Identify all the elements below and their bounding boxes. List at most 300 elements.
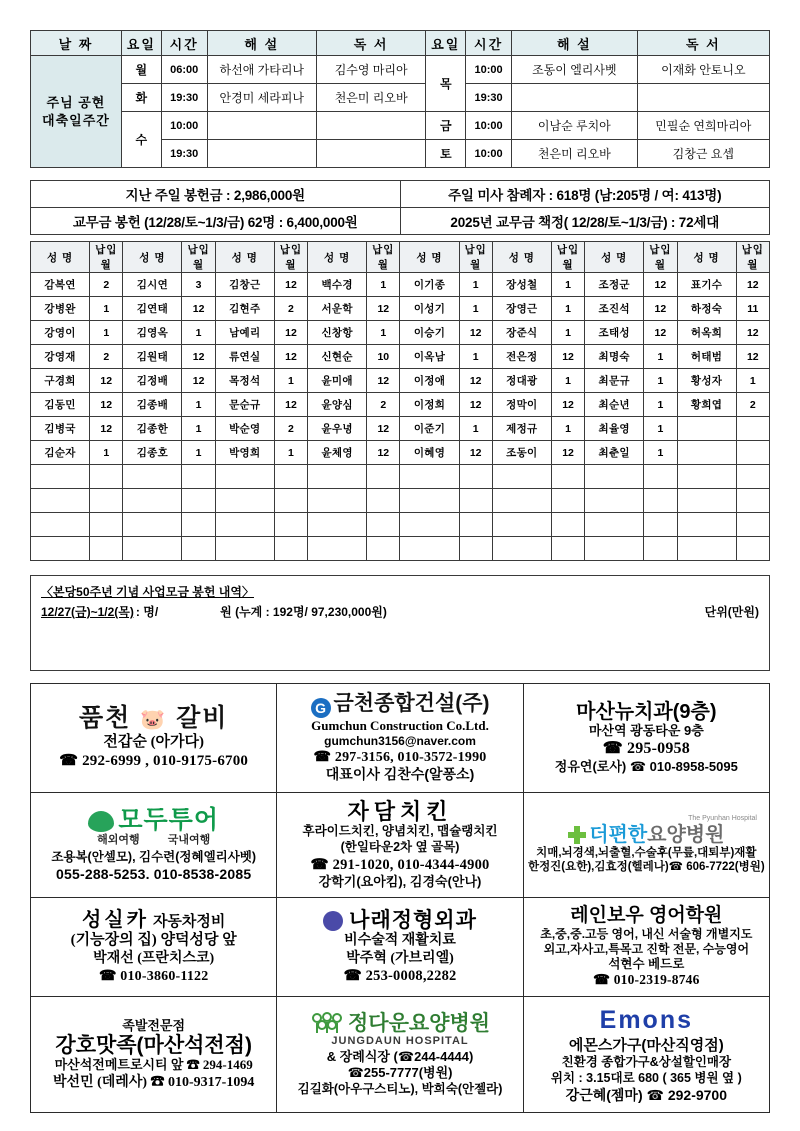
cell-payment-month: 1 xyxy=(551,273,584,297)
jungdaun-logo-en: JUNGDAUN HOSPITAL xyxy=(331,1035,469,1048)
cell-payment-month xyxy=(182,513,215,537)
jungdaun-logo xyxy=(281,1012,518,1035)
cell-payment-month: 1 xyxy=(644,441,677,465)
th-time-right: 시간 xyxy=(466,31,512,56)
cell-name: 신창항 xyxy=(308,321,367,345)
cell-name: 강병완 xyxy=(31,297,90,321)
cell-payment-month xyxy=(736,489,769,513)
cell-payment-month xyxy=(736,537,769,561)
cell-payment-month: 1 xyxy=(459,345,492,369)
cell-name: 장영근 xyxy=(492,297,551,321)
cell-name: 이승기 xyxy=(400,321,459,345)
cell-name: 표기수 xyxy=(677,273,736,297)
cell-payment-month: 12 xyxy=(644,273,677,297)
table-row xyxy=(31,321,770,345)
cell-payment-month: 1 xyxy=(551,417,584,441)
cell-payment-month: 12 xyxy=(182,369,215,393)
ad-phone[interactable]: 박선민 (데레사) ☎ 010-9317-1094 xyxy=(53,1074,255,1090)
cell-payment-month: 1 xyxy=(644,369,677,393)
th-name: 성 명 xyxy=(677,242,736,273)
cell-payment-month: 2 xyxy=(736,393,769,417)
cell-name: 허옥희 xyxy=(677,321,736,345)
cell-payment-month xyxy=(644,465,677,489)
service-domestic: 국내여행 xyxy=(167,834,211,847)
cell-reading: 김창근 요셉 xyxy=(637,140,769,168)
cell-payment-month: 10 xyxy=(367,345,400,369)
logo-text-blue: 더편한 xyxy=(589,823,648,846)
ad-email[interactable]: gumchun3156@naver.com xyxy=(324,733,476,748)
cell-payment-month: 1 xyxy=(182,417,215,441)
cell-name xyxy=(308,465,367,489)
cell-name: 이옥남 xyxy=(400,345,459,369)
cell-name: 윤우녕 xyxy=(308,417,367,441)
cell-name xyxy=(308,537,367,561)
cell-name: 김순자 xyxy=(31,441,90,465)
emons-logo: Emons xyxy=(599,1006,694,1035)
jadam-chicken-logo: 자담치킨 xyxy=(347,799,453,825)
ad-rainbow-english-academy[interactable] xyxy=(523,898,769,997)
summary-row xyxy=(31,181,770,208)
cell-payment-month xyxy=(367,489,400,513)
cell-payment-month xyxy=(274,513,307,537)
cell-reading: 이재화 안토니오 xyxy=(637,56,769,84)
week-label-line1: 주님 공현 xyxy=(46,94,106,110)
cell-payment-month: 12 xyxy=(90,417,123,441)
ad-category: 족발전문점 xyxy=(122,1018,186,1034)
rainbow-academy-logo: 레인보우 영어학원 xyxy=(570,904,723,926)
ad-emons-furniture[interactable] xyxy=(523,997,769,1113)
ad-line: 김길화(아우구스티노), 박희숙(안젤라) xyxy=(297,1081,503,1096)
ad-masan-new-dental[interactable] xyxy=(523,684,769,793)
cell-name xyxy=(677,513,736,537)
cell-payment-month xyxy=(551,489,584,513)
cell-dow: 화 xyxy=(121,84,161,112)
cell-payment-month xyxy=(274,537,307,561)
cell-payment-month: 12 xyxy=(367,369,400,393)
cell-name xyxy=(677,441,736,465)
cell-payment-month xyxy=(274,489,307,513)
pig-icon: 🐷 xyxy=(140,709,168,732)
cell-name: 문순규 xyxy=(215,393,274,417)
ad-line: 비수술적 재활치료 xyxy=(344,933,456,949)
ad-line: 치매,뇌경색,뇌출혈,수술후(무릎,대퇴부)재활 xyxy=(536,846,757,859)
cell-name: 김종배 xyxy=(123,393,182,417)
cell-name: 정대광 xyxy=(492,369,551,393)
cell-payment-month: 12 xyxy=(736,273,769,297)
cell-name: 이정희 xyxy=(400,393,459,417)
cell-name: 김원태 xyxy=(123,345,182,369)
fundraising-line xyxy=(41,603,759,620)
cell-commentary: 조동이 엘리사벳 xyxy=(512,56,638,84)
th-name: 성 명 xyxy=(492,242,551,273)
ad-contact[interactable]: 정유연(로사) ☎ 010-8958-5095 xyxy=(554,758,738,774)
ad-line: 대표이사 김찬수(알퐁소) xyxy=(325,766,475,783)
cell-payment-month xyxy=(551,513,584,537)
cell-payment-month: 1 xyxy=(182,393,215,417)
cell-payment-month: 1 xyxy=(551,321,584,345)
cell-payment-month: 1 xyxy=(551,369,584,393)
modu-tour-logo xyxy=(35,807,272,835)
logo-subtitle: 자동차정비 xyxy=(152,914,226,931)
cell-payment-month xyxy=(182,537,215,561)
cell-name xyxy=(215,489,274,513)
cell-name xyxy=(585,513,644,537)
cell-payment-month: 1 xyxy=(367,273,400,297)
cell-time: 06:00 xyxy=(161,56,207,84)
table-row xyxy=(31,417,770,441)
cell-payment-month: 1 xyxy=(367,321,400,345)
th-date: 날 짜 xyxy=(31,31,122,56)
ad-sungsil-car[interactable] xyxy=(31,898,277,997)
ad-line: (한일타운2차 옆 골목) xyxy=(340,839,460,854)
emons-logo-kr: 에몬스가구(마산직영점) xyxy=(568,1036,724,1054)
cell-payment-month: 12 xyxy=(274,393,307,417)
cell-payment-month: 12 xyxy=(551,393,584,417)
names-header-row xyxy=(31,242,770,273)
cell-payment-month xyxy=(736,513,769,537)
cell-commentary: 하선애 가타리나 xyxy=(207,56,316,84)
cell-payment-month: 12 xyxy=(367,441,400,465)
heart-leaf-icon xyxy=(88,811,114,832)
cell-name xyxy=(400,537,459,561)
cell-name: 하정숙 xyxy=(677,297,736,321)
cell-payment-month xyxy=(90,465,123,489)
cell-name: 조동이 xyxy=(492,441,551,465)
sunday-attendance: 주일 미사 참례자 : 618명 (남:205명 / 여: 413명) xyxy=(400,181,770,208)
cell-name xyxy=(677,489,736,513)
th-payment-month: 납입월 xyxy=(551,242,584,273)
cell-name xyxy=(31,465,90,489)
cell-time: 19:30 xyxy=(161,84,207,112)
cell-payment-month xyxy=(274,465,307,489)
ad-line: 외고,자사고,특목고 진학 전문, 수능영어 xyxy=(543,941,750,956)
ad-narae-orthopedics[interactable] xyxy=(277,898,523,997)
cell-payment-month: 12 xyxy=(367,297,400,321)
cell-payment-month: 12 xyxy=(551,441,584,465)
table-row xyxy=(31,537,770,561)
cell-name xyxy=(492,513,551,537)
ad-phone[interactable]: ☎ 297-3156, 010-3572-1990 xyxy=(313,749,487,765)
cell-reading: 천은미 리오바 xyxy=(316,84,425,112)
cell-payment-month: 1 xyxy=(90,297,123,321)
ad-phone[interactable]: 055-288-5253. 010-8538-2085 xyxy=(56,865,252,882)
week-label-cell xyxy=(31,56,122,168)
gumchun-g-icon: G xyxy=(311,698,331,718)
ad-pumcheon-galbi[interactable] xyxy=(31,684,277,793)
cell-name: 장준식 xyxy=(492,321,551,345)
cell-name: 정막이 xyxy=(492,393,551,417)
cell-payment-month: 12 xyxy=(367,417,400,441)
cell-name: 이정애 xyxy=(400,369,459,393)
cell-name: 남예리 xyxy=(215,321,274,345)
narae-logo xyxy=(281,909,518,932)
ads-row xyxy=(31,792,770,898)
cell-commentary xyxy=(207,140,316,168)
ad-phone[interactable]: 강근혜(젬마) ☎ 292-9700 xyxy=(565,1086,727,1103)
pumcheon-galbi-logo xyxy=(35,705,272,733)
th-reading-right: 독 서 xyxy=(637,31,769,56)
th-payment-month: 납입월 xyxy=(90,242,123,273)
cell-name: 김연태 xyxy=(123,297,182,321)
cell-name: 최순년 xyxy=(585,393,644,417)
cell-payment-month: 12 xyxy=(459,393,492,417)
ad-phone[interactable]: ☎ 292-6999 , 010-9175-6700 xyxy=(59,752,249,769)
ad-jungdaun-nursing-hospital[interactable] xyxy=(277,997,523,1113)
cell-name xyxy=(215,537,274,561)
ad-phone[interactable]: ☎ 010-3860-1122 xyxy=(98,968,209,984)
cell-payment-month xyxy=(736,417,769,441)
cell-payment-month xyxy=(90,513,123,537)
cell-time: 10:00 xyxy=(161,112,207,140)
table-row xyxy=(31,489,770,513)
cell-name: 윤양심 xyxy=(308,393,367,417)
cell-payment-month: 12 xyxy=(644,321,677,345)
cell-payment-month: 1 xyxy=(459,273,492,297)
cell-payment-month xyxy=(644,489,677,513)
logo-text-gray: 요양병원 xyxy=(647,823,725,846)
ad-line: 박재선 (프란치스코) xyxy=(93,951,215,967)
ad-phone[interactable]: ☎ 295-0958 xyxy=(602,739,690,757)
ad-line: 석현수 베드로 xyxy=(608,956,685,971)
ad-gumchun-construction[interactable] xyxy=(277,684,523,793)
cell-name: 감복연 xyxy=(31,273,90,297)
cell-payment-month xyxy=(644,537,677,561)
table-row xyxy=(31,273,770,297)
cell-name: 이준기 xyxy=(400,417,459,441)
ad-line[interactable]: 마산석전메트로시티 앞 ☎ 294-1469 xyxy=(54,1057,253,1073)
th-dow-left: 요일 xyxy=(121,31,161,56)
medical-cross-icon xyxy=(568,826,586,844)
ad-kangho-matjok[interactable] xyxy=(31,997,277,1113)
th-payment-month: 납입월 xyxy=(644,242,677,273)
logo-text-left: 품천 xyxy=(78,704,132,733)
cell-payment-month xyxy=(459,489,492,513)
th-payment-month: 납입월 xyxy=(274,242,307,273)
cell-name xyxy=(308,513,367,537)
cell-time: 10:00 xyxy=(466,56,512,84)
th-payment-month: 납입월 xyxy=(736,242,769,273)
cell-name xyxy=(31,537,90,561)
cell-commentary xyxy=(207,112,316,140)
cell-name: 허태범 xyxy=(677,345,736,369)
cell-name xyxy=(677,465,736,489)
cell-payment-month: 1 xyxy=(551,297,584,321)
cell-name: 최율영 xyxy=(585,417,644,441)
th-payment-month: 납입월 xyxy=(459,242,492,273)
fundraising-box xyxy=(30,575,770,671)
fundraising-unit: 단위(만원) xyxy=(704,605,759,619)
week-label-line2: 대축일주간 xyxy=(42,112,110,128)
cell-name xyxy=(492,537,551,561)
table-row xyxy=(31,393,770,417)
th-payment-month: 납입월 xyxy=(367,242,400,273)
sungsil-car-logo xyxy=(35,909,272,931)
cell-payment-month: 12 xyxy=(551,345,584,369)
cell-payment-month: 12 xyxy=(736,345,769,369)
fundraising-cumulative: 원 (누계 : 192명/ 97,230,000원) xyxy=(220,605,387,619)
cell-name: 서운학 xyxy=(308,297,367,321)
cell-name: 김병국 xyxy=(31,417,90,441)
cell-payment-month: 12 xyxy=(90,393,123,417)
ad-phone[interactable]: ☎255-7777(병원) xyxy=(347,1065,453,1081)
cell-payment-month xyxy=(736,465,769,489)
table-row xyxy=(31,441,770,465)
ad-phone[interactable]: ☎ 253-0008,2282 xyxy=(343,968,457,985)
dues-offering: 교무금 봉헌 (12/28/토~1/3/금) 62명 : 6,400,000원 xyxy=(31,208,401,235)
table-row xyxy=(31,369,770,393)
cell-name: 김창근 xyxy=(215,273,274,297)
cell-payment-month xyxy=(736,441,769,465)
cell-name xyxy=(400,465,459,489)
cell-payment-month: 12 xyxy=(182,345,215,369)
logo-text: 성실카 xyxy=(81,909,149,932)
ad-deopyunhan-nursing-hospital[interactable] xyxy=(523,792,769,898)
cell-name xyxy=(677,537,736,561)
cell-payment-month: 3 xyxy=(182,273,215,297)
logo-text-right: 갈비 xyxy=(176,704,229,733)
cell-payment-month: 1 xyxy=(182,321,215,345)
cell-name: 김영옥 xyxy=(123,321,182,345)
cell-dow: 월 xyxy=(121,56,161,84)
kangho-matjok-logo: 강호맛족(마산석전점) xyxy=(55,1034,252,1058)
cell-name: 김동민 xyxy=(31,393,90,417)
cell-time: 10:00 xyxy=(466,112,512,140)
cell-commentary: 천은미 리오바 xyxy=(512,140,638,168)
cell-payment-month: 2 xyxy=(274,297,307,321)
ad-jadam-chicken[interactable] xyxy=(277,792,523,898)
cell-name: 조정군 xyxy=(585,273,644,297)
table-row xyxy=(31,345,770,369)
ad-modu-tour[interactable] xyxy=(31,792,277,898)
cell-reading: 김수영 마리아 xyxy=(316,56,425,84)
cell-payment-month: 12 xyxy=(274,273,307,297)
cell-dow: 금 xyxy=(426,112,466,140)
cell-payment-month: 2 xyxy=(90,345,123,369)
cell-payment-month: 1 xyxy=(644,393,677,417)
cell-reading xyxy=(637,84,769,112)
cell-payment-month: 12 xyxy=(459,321,492,345)
ad-line: 후라이드치킨, 양념치킨, 맵슐랭치킨 xyxy=(302,824,498,839)
logo-text: 나래정형외과 xyxy=(349,908,477,933)
cell-payment-month: 12 xyxy=(736,321,769,345)
cell-payment-month: 12 xyxy=(644,297,677,321)
cell-payment-month: 1 xyxy=(90,321,123,345)
cell-name: 김종호 xyxy=(123,441,182,465)
cell-payment-month xyxy=(367,465,400,489)
cell-dow: 수 xyxy=(121,112,161,168)
table-row xyxy=(31,513,770,537)
ad-address: 위치 : 3.15대로 680 ( 365 병원 옆 ) xyxy=(550,1070,742,1085)
cell-payment-month: 12 xyxy=(182,297,215,321)
ad-line: 박주혁 (가브리엘) xyxy=(346,950,454,966)
cell-payment-month: 12 xyxy=(459,441,492,465)
ad-line: Gumchun Construction Co.Ltd. xyxy=(311,717,489,733)
cell-payment-month xyxy=(182,465,215,489)
cell-name xyxy=(123,537,182,561)
th-dow-right: 요일 xyxy=(426,31,466,56)
cell-name: 조태성 xyxy=(585,321,644,345)
cell-payment-month: 2 xyxy=(90,273,123,297)
cell-payment-month: 2 xyxy=(367,393,400,417)
cell-name xyxy=(308,489,367,513)
cell-payment-month: 1 xyxy=(644,345,677,369)
cell-dow: 토 xyxy=(426,140,466,168)
cell-name: 신현순 xyxy=(308,345,367,369)
logo-text: 정다운요양병원 xyxy=(348,1012,491,1036)
cell-reading: 민필순 연희마리아 xyxy=(637,112,769,140)
cell-commentary: 이남순 루치아 xyxy=(512,112,638,140)
cell-payment-month xyxy=(90,537,123,561)
cell-payment-month xyxy=(551,465,584,489)
cell-payment-month: 2 xyxy=(274,417,307,441)
cell-payment-month: 1 xyxy=(459,297,492,321)
cell-reading xyxy=(316,112,425,140)
ad-phone[interactable]: ☎ 291-1020, 010-4344-4900 xyxy=(310,856,490,873)
cell-payment-month: 1 xyxy=(90,441,123,465)
schedule-row xyxy=(31,84,770,112)
names-body xyxy=(31,273,770,561)
offering-summary-table xyxy=(30,180,770,235)
schedule-row xyxy=(31,112,770,140)
schedule-row xyxy=(31,56,770,84)
hospital-tagline-en: The Pyunhan Hospital xyxy=(688,815,757,823)
cell-name: 장성철 xyxy=(492,273,551,297)
cell-name xyxy=(585,537,644,561)
ad-line: 전갑순 (아가다) xyxy=(103,733,205,750)
cell-name: 조진석 xyxy=(585,297,644,321)
th-name: 성 명 xyxy=(308,242,367,273)
cell-time: 10:00 xyxy=(466,140,512,168)
gumchun-logo xyxy=(281,692,518,718)
th-commentary-right: 해 설 xyxy=(512,31,638,56)
advertisements-grid xyxy=(30,683,770,1113)
cell-time: 19:30 xyxy=(466,84,512,112)
dues-contributors-table xyxy=(30,241,770,561)
ad-phone[interactable]: ☎ 010-2319-8746 xyxy=(593,972,700,988)
cell-payment-month xyxy=(644,513,677,537)
cell-name: 목정석 xyxy=(215,369,274,393)
deopyunhan-logo xyxy=(528,824,765,846)
cell-name xyxy=(31,489,90,513)
mascot-icon xyxy=(323,911,343,931)
ads-row xyxy=(31,997,770,1113)
cell-payment-month: 11 xyxy=(736,297,769,321)
ads-row xyxy=(31,898,770,997)
cell-name: 박순영 xyxy=(215,417,274,441)
th-commentary-left: 해 설 xyxy=(207,31,316,56)
cell-payment-month: 1 xyxy=(274,441,307,465)
ad-funeral-phone[interactable]: & 장례식장 (☎244-4444) xyxy=(326,1049,474,1064)
cell-payment-month: 1 xyxy=(274,369,307,393)
cell-name: 강영재 xyxy=(31,345,90,369)
cell-name xyxy=(400,513,459,537)
cell-name: 김현주 xyxy=(215,297,274,321)
cell-payment-month xyxy=(459,513,492,537)
th-name: 성 명 xyxy=(31,242,90,273)
cell-name: 강영이 xyxy=(31,321,90,345)
cell-payment-month xyxy=(551,537,584,561)
cell-payment-month: 1 xyxy=(644,417,677,441)
cell-name: 이성기 xyxy=(400,297,459,321)
cell-name xyxy=(123,465,182,489)
cell-name xyxy=(400,489,459,513)
cell-payment-month: 12 xyxy=(274,321,307,345)
cell-name xyxy=(585,489,644,513)
cell-name: 최춘일 xyxy=(585,441,644,465)
logo-text: 금천종합건설(주) xyxy=(333,691,490,715)
ad-phone[interactable]: 한정진(요한),김효정(헬레나)☎ 606-7722(병원) xyxy=(527,861,765,874)
th-payment-month: 납입월 xyxy=(182,242,215,273)
